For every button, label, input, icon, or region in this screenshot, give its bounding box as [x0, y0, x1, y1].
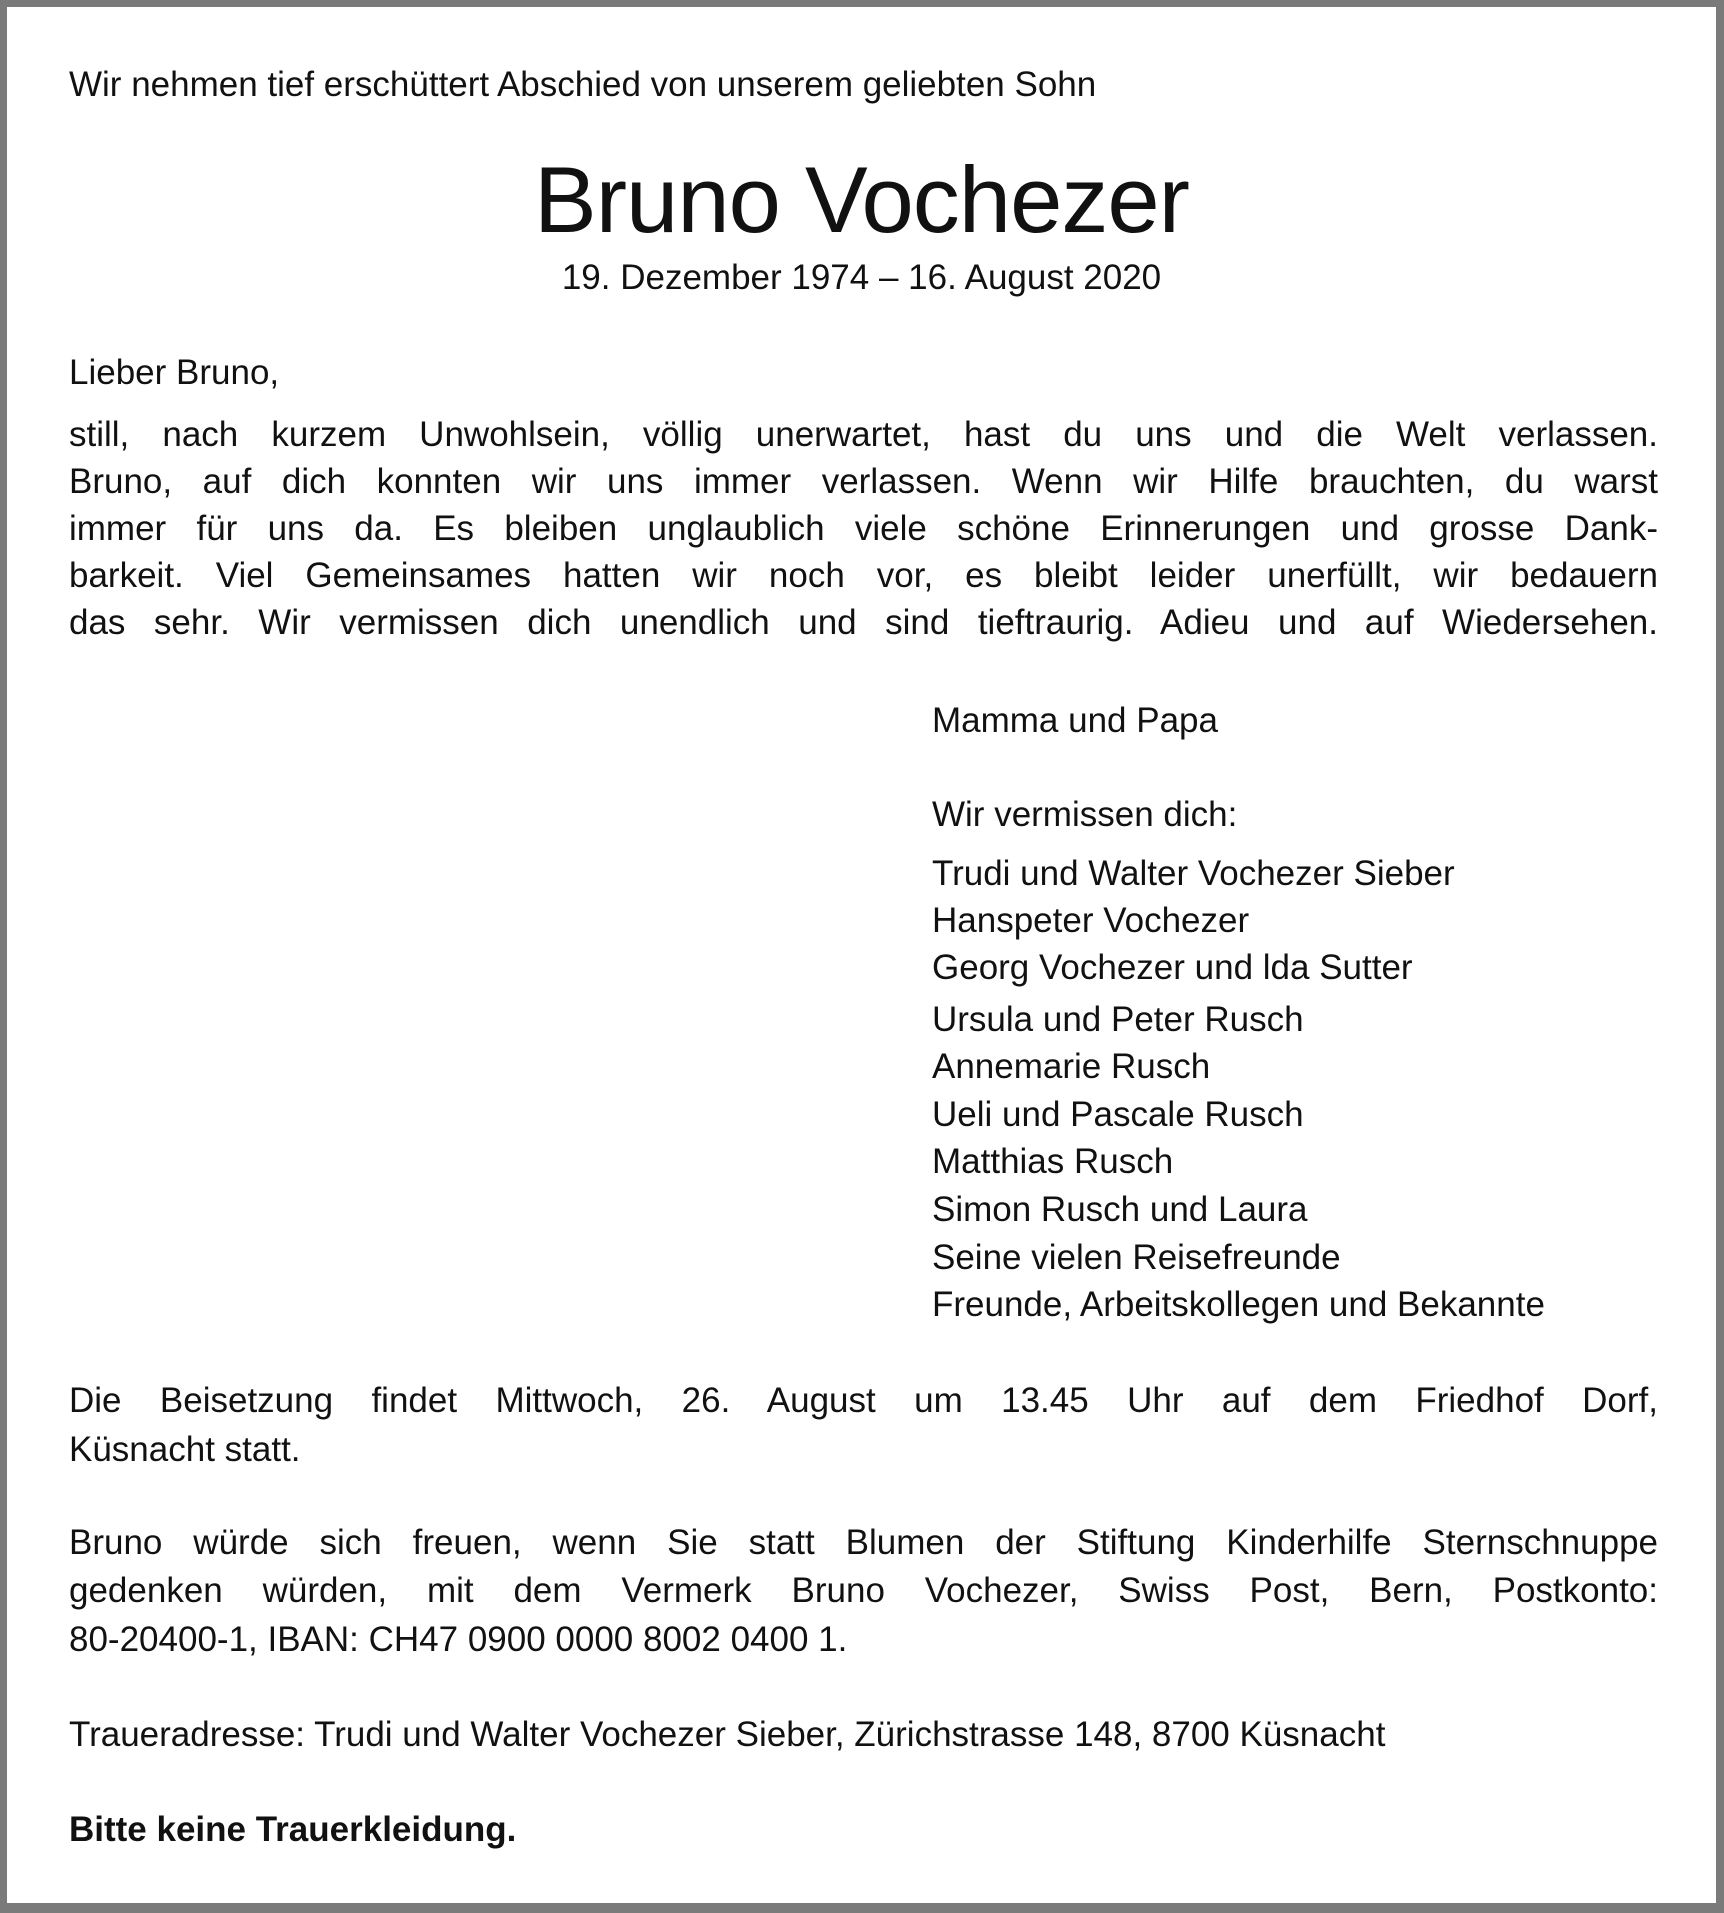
mourner-item: Seine vielen Reisefreunde	[932, 1238, 1341, 1277]
mourner-item: Georg Vochezer und lda Sutter	[932, 948, 1413, 987]
mourner-item: Freunde, Arbeitskollegen und Bekannte	[932, 1285, 1545, 1324]
mourner-item: Simon Rusch und Laura	[932, 1190, 1308, 1229]
message-line: immer für uns da. Es bleiben unglaublich viele schöne Erinnerungen und grosse Dank-	[69, 509, 1658, 548]
donation-line: gedenken würden, mit dem Vermerk Bruno Vochezer, Swiss Post, Bern, Postkonto:	[69, 1571, 1658, 1610]
mourner-item: Ueli und Pascale Rusch	[932, 1095, 1304, 1134]
message-line: Bruno, auf dich konnten wir uns immer verlassen. Wenn wir Hilfe brauchten, du warst	[69, 462, 1658, 501]
life-dates: 19. Dezember 1974 – 16. August 2020	[561, 258, 1162, 297]
mourner-item: Matthias Rusch	[932, 1142, 1174, 1181]
signature-parents: Mamma und Papa	[932, 701, 1218, 740]
intro-line: Wir nehmen tief erschüttert Abschied von unserem geliebten Sohn	[69, 65, 1097, 104]
deceased-name: Bruno Vochezer	[534, 147, 1189, 252]
message-line: das sehr. Wir vermissen dich unendlich und sind tieftraurig. Adieu und auf Wiedersehen.	[69, 603, 1658, 642]
mourner-item: Hanspeter Vochezer	[932, 901, 1250, 940]
donation-line: Bruno würde sich freuen, wenn Sie statt Blumen der Stiftung Kinderhilfe Sternschnuppe	[69, 1523, 1658, 1562]
funeral-line: Küsnacht statt.	[69, 1430, 301, 1469]
mourner-item: Annemarie Rusch	[932, 1047, 1211, 1086]
mourners-heading: Wir vermissen dich:	[932, 795, 1238, 834]
message-line: still, nach kurzem Unwohlsein, völlig unerwartet, hast du uns und die Welt verlassen.	[69, 415, 1658, 454]
mourner-item: Trudi und Walter Vochezer Sieber	[932, 854, 1455, 893]
mourning-address: Traueradresse: Trudi und Walter Vochezer Sieber, Zürichstrasse 148, 8700 Küsnacht	[69, 1715, 1386, 1754]
obituary-notice	[7, 7, 1716, 1903]
salutation: Lieber Bruno,	[69, 353, 280, 392]
funeral-line: Die Beisetzung findet Mittwoch, 26. August um 13.45 Uhr auf dem Friedhof Dorf,	[69, 1381, 1658, 1420]
message-line: barkeit. Viel Gemeinsames hatten wir noch vor, es bleibt leider unerfüllt, wir bedauern	[69, 556, 1658, 595]
donation-line: 80-20400-1, IBAN: CH47 0900 0000 8002 0400 1.	[69, 1620, 848, 1659]
mourner-item: Ursula und Peter Rusch	[932, 1000, 1304, 1039]
dress-note: Bitte keine Trauerkleidung.	[69, 1810, 517, 1849]
